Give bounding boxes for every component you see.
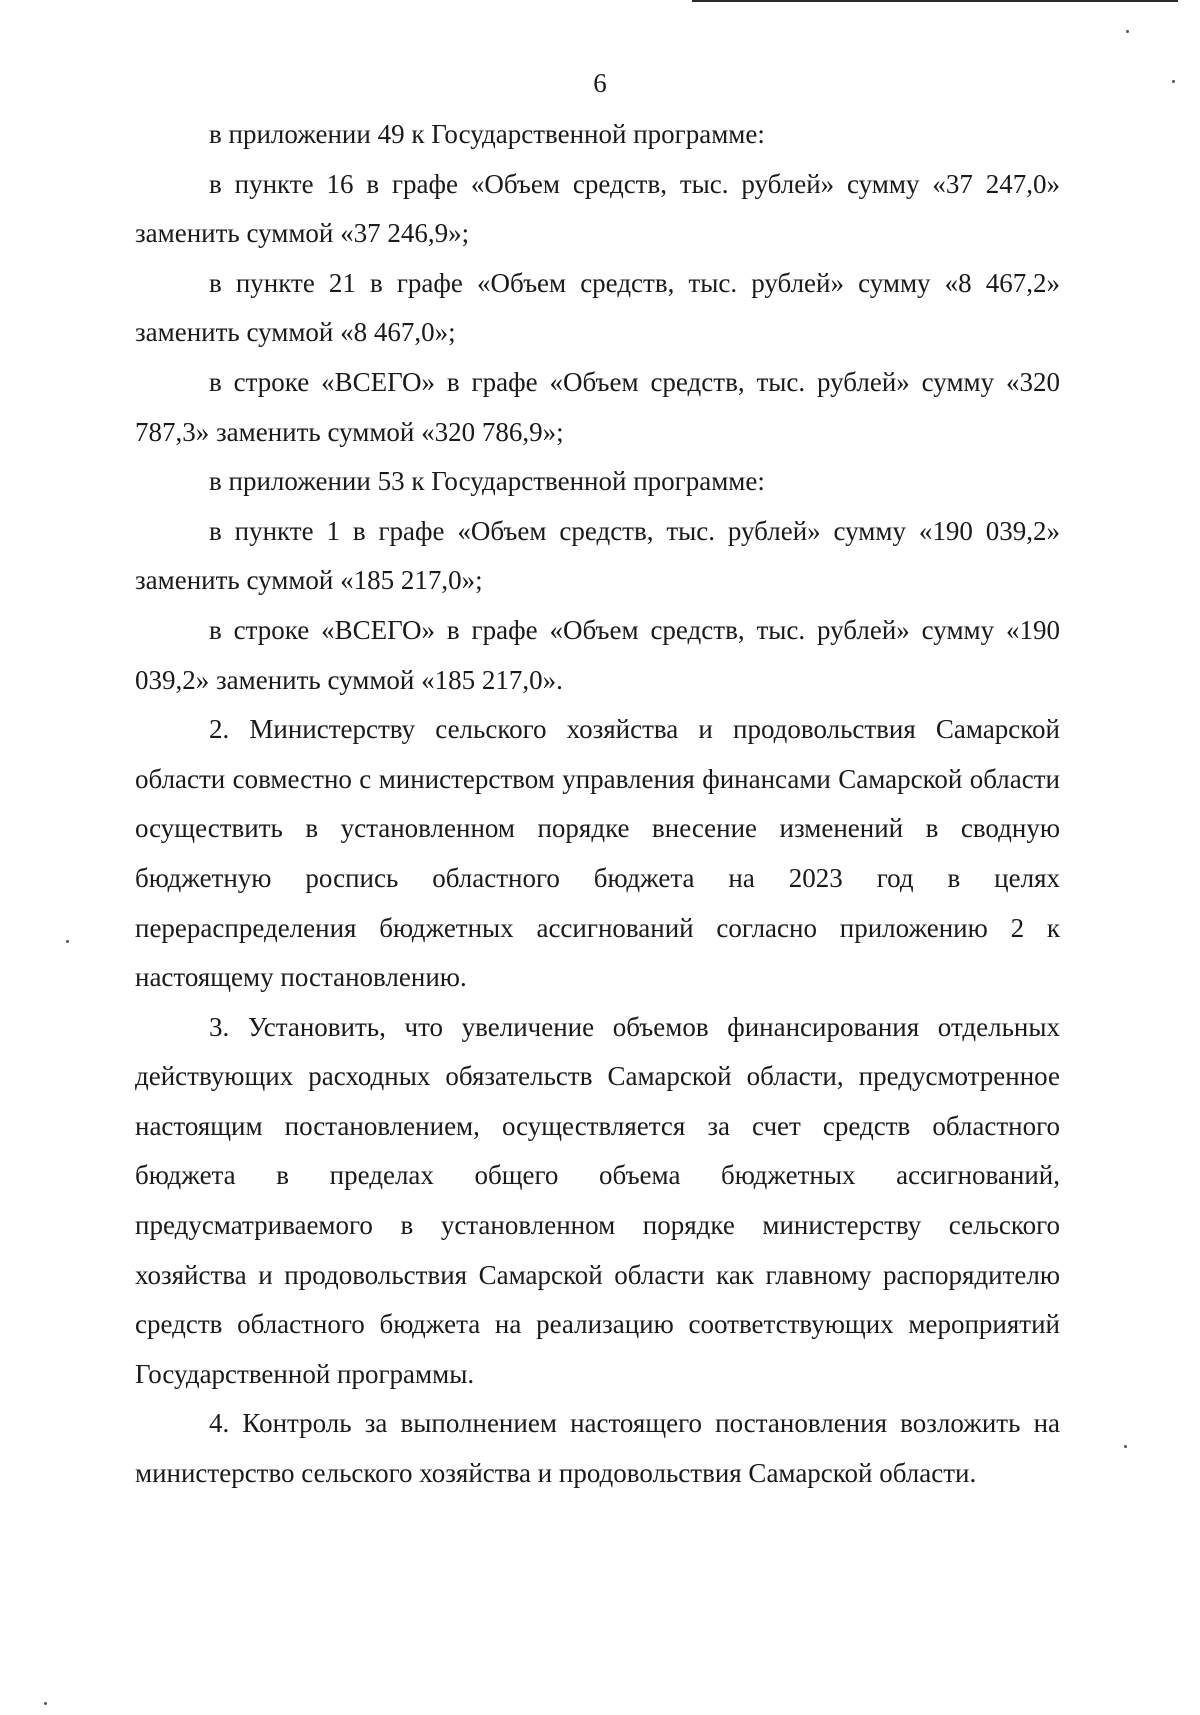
document-body xyxy=(135,110,1060,1499)
paragraph-total-appendix-53: в строке «ВСЕГО» в графе «Объем средств, тыс. рублей» сумму «190 039,2» заменить суммой «185 217,0». xyxy=(135,614,1060,695)
paragraph-total-appendix-49: в строке «ВСЕГО» в графе «Объем средств, тыс. рублей» сумму «320 787,3» заменить суммой «320 786,9»; xyxy=(135,366,1060,447)
paragraph-item-1: в пункте 1 в графе «Объем средств, тыс. рублей» сумму «190 039,2» заменить суммой «185 217,0»; xyxy=(135,515,1060,596)
top-edge-rule xyxy=(692,0,1178,2)
page-number: 6 xyxy=(593,68,607,98)
paragraph-item-16: в пункте 16 в графе «Объем средств, тыс. рублей» сумму «37 247,0» заменить суммой «37 246,9»; xyxy=(135,168,1060,249)
scan-speck xyxy=(66,940,69,943)
paragraph-clause-2: 2. Министерству сельского хозяйства и продовольствия Самарской области совместно с министерством управления финансами Самарской области осуществить в установленном порядке внесение изменений в сводную бюджетную роспись областного бюджета на 2023 год в целях перераспределения бюджетных ассигнований согласно приложению 2 к настоящему постановлению. xyxy=(135,714,1060,993)
paragraph-item-21: в пункте 21 в графе «Объем средств, тыс. рублей» сумму «8 467,2» заменить суммой «8 467,0»; xyxy=(135,267,1060,348)
scan-speck xyxy=(44,1702,47,1705)
paragraph-appendix-53-intro: в приложении 53 к Государственной программе: xyxy=(209,466,765,497)
paragraph-clause-3: 3. Установить, что увеличение объемов финансирования отдельных действующих расходных обязательств Самарской области, предусмотренное настоящим постановлением, осуществляется за счет средств областного бюджета в пределах общего объема бюджетных ассигнований, предусматриваемого в установленном порядке министерству сельского хозяйства и продовольствия Самарской области как главному распорядителю средств областного бюджета на реализацию соответствующих мероприятий Государственной программы. xyxy=(135,1011,1060,1389)
scan-speck xyxy=(1124,1445,1127,1448)
scan-speck xyxy=(1126,30,1129,33)
paragraph-clause-4: 4. Контроль за выполнением настоящего постановления возложить на министерство сельского хозяйства и продовольствия Самарской области. xyxy=(135,1408,1060,1489)
paragraph-appendix-49-intro: в приложении 49 к Государственной программе: xyxy=(209,119,765,149)
